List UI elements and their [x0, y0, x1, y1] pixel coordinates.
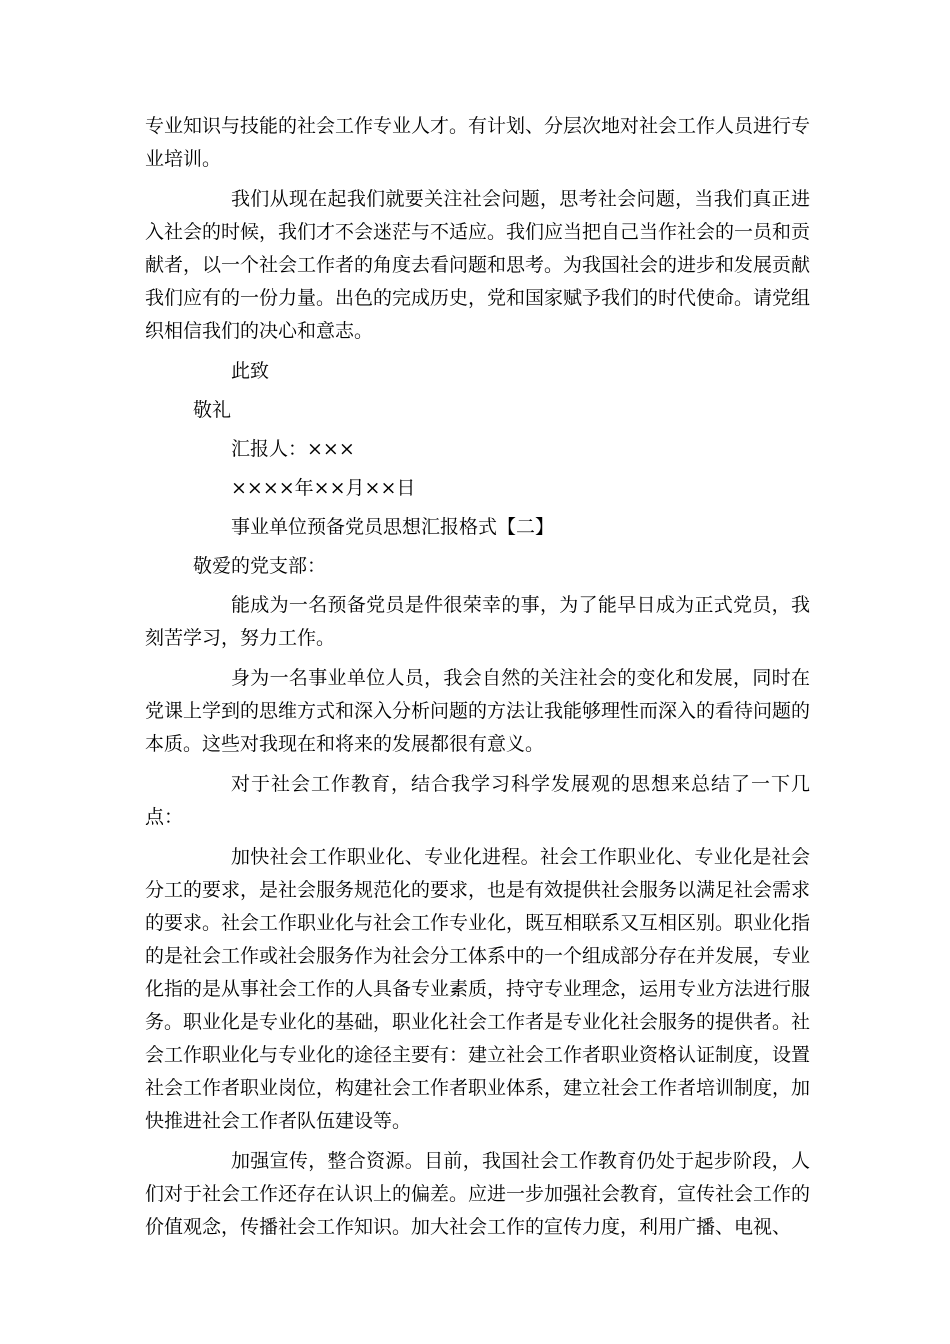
paragraph-publicity: 加强宣传，整合资源。目前，我国社会工作教育仍处于起步阶段，人们对于社会工作还存在认识上的偏差。应进一步加强社会教育，宣传社会工作的价值观念，传播社会工作知识。加大社会工作的宣传力度，利用广播、电视、 — [145, 1150, 811, 1238]
reporter-signature: 汇报人：××× — [231, 438, 355, 460]
paragraph-probationary-member: 能成为一名预备党员是件很荣幸的事，为了能早日成为正式党员，我刻苦学习，努力工作。 — [145, 594, 810, 649]
paragraph-institution-staff: 身为一名事业单位人员，我会自然的关注社会的变化和发展，同时在党课上学到的思维方式和深入分析问题的方法让我能够理性而深入的看待问题的本质。这些对我现在和将来的发展都很有意义。 — [145, 667, 811, 755]
closing-salutation: 此致 — [231, 360, 270, 382]
paragraph-education-summary: 对于社会工作教育，结合我学习科学发展观的思想来总结了一下几点： — [145, 773, 810, 828]
paragraph-professionalization: 加快社会工作职业化、专业化进程。社会工作职业化、专业化是社会分工的要求，是社会服务规范化的要求，也是有效提供社会服务以满足社会需求的要求。社会工作职业化与社会工作专业化，既互相联系又互相区别。职业化指的是社会工作或社会服务作为社会分工体系中的一个组成部分存在并发展，专业化指的是从事社会工作的人具备专业素质，持守专业理念，运用专业方法进行服务。职业化是专业化的基础，职业化社会工作者是专业化社会服务的提供者。社会工作职业化与专业化的途径主要有：建立社会工作者职业资格认证制度，设置社会工作者职业岗位，构建社会工作者职业体系，建立社会工作者培训制度，加快推进社会工作者队伍建设等。 — [145, 846, 811, 1132]
paragraph-training-continuation: 专业知识与技能的社会工作专业人才。有计划、分层次地对社会工作人员进行专业培训。 — [145, 115, 811, 170]
document-body — [145, 110, 810, 1251]
closing-regards: 敬礼 — [193, 399, 232, 421]
report-date: ××××年××月××日 — [231, 477, 416, 499]
letter-greeting: 敬爱的党支部： — [193, 555, 327, 577]
section-heading: 事业单位预备党员思想汇报格式【二】 — [231, 516, 555, 538]
paragraph-social-concern: 我们从现在起我们就要关注社会问题，思考社会问题，当我们真正进入社会的时候，我们才不会迷茫与不适应。我们应当把自己当作社会的一员和贡献者，以一个社会工作者的角度去看问题和思考。为我国社会的进步和发展贡献我们应有的一份力量。出色的完成历史，党和国家赋予我们的时代使命。请党组织相信我们的决心和意志。 — [145, 188, 811, 342]
